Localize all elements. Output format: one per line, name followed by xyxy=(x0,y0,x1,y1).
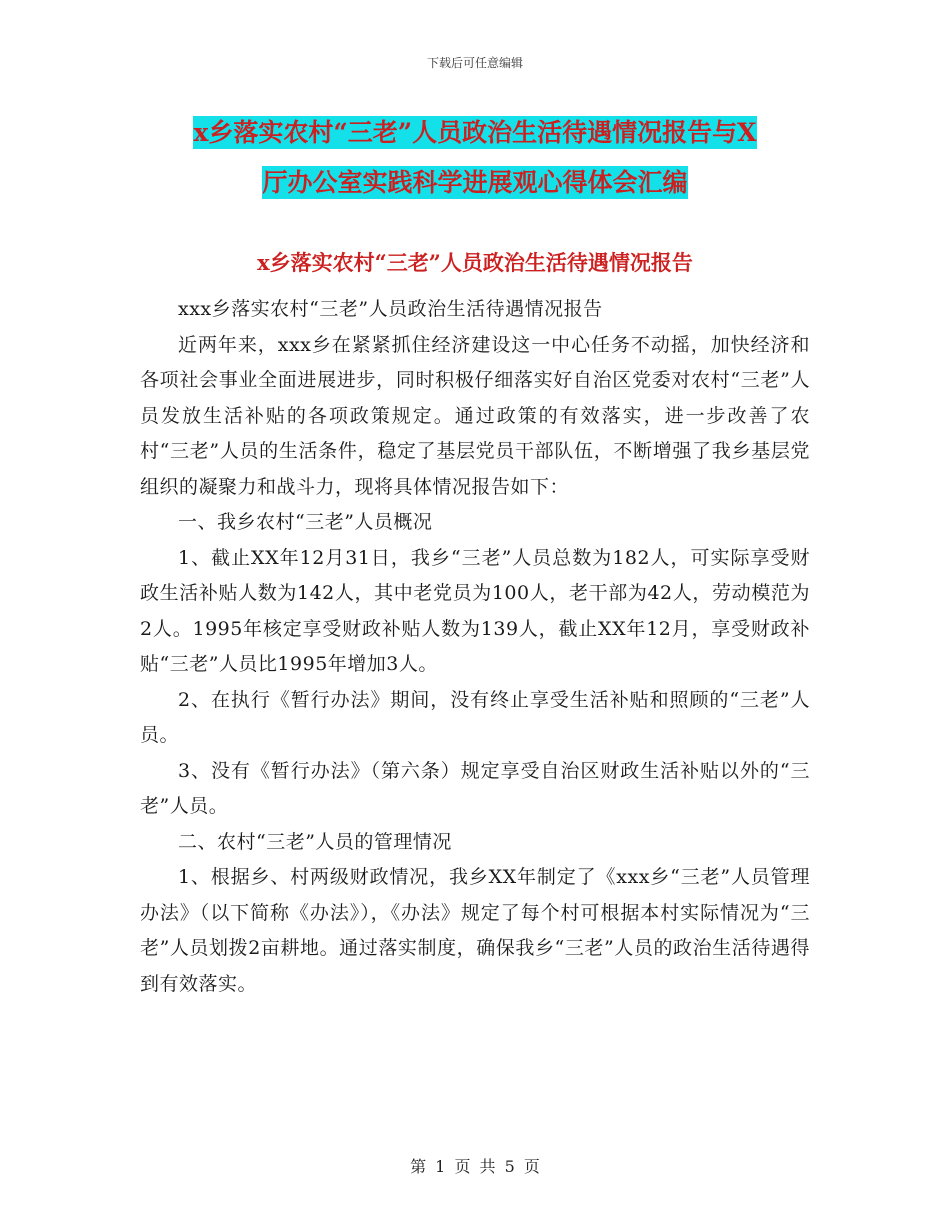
paragraph: 1、根据乡、村两级财政情况，我乡XX年制定了《xxx乡“三老”人员管理办法》（以下简称《办法》），《办法》规定了每个村可根据本村实际情况为“三老”人员划拨2亩耕地。通过落实制度，确保我乡“三老”人员的政治生活待遇得到有效落实。 xyxy=(140,866,810,995)
paragraph: 2、在执行《暂行办法》期间，没有终止享受生活补贴和照顾的“三老”人员。 xyxy=(140,688,810,746)
header-note: 下载后可任意编辑 xyxy=(426,56,523,70)
document-title-line-2: 厅办公室实践科学进展观心得体会汇编 xyxy=(262,168,688,197)
paragraph: 一、我乡农村“三老”人员概况 xyxy=(178,511,433,533)
paragraph: xxx乡落实农村“三老”人员政治生活待遇情况报告 xyxy=(178,298,603,320)
paragraph: 3、没有《暂行办法》（第六条）规定享受自治区财政生活补贴以外的“三老”人员。 xyxy=(140,759,810,817)
paragraph: 1、截止XX年12月31日，我乡“三老”人员总数为182人，可实际享受财政生活补贴人数为142人，其中老党员为100人，老干部为42人，劳动模范为2人。1995年核定享受财政补贴人数为139人，截止XX年12月，享受财政补贴“三老”人员比1995年增加3人。 xyxy=(140,546,810,675)
document-title-line-1: x乡落实农村“三老”人员政治生活待遇情况报告与X xyxy=(193,118,757,147)
page-number: 第 1 页 共 5 页 xyxy=(410,1157,540,1176)
paragraph: 二、农村“三老”人员的管理情况 xyxy=(178,830,452,853)
section-title: x乡落实农村“三老”人员政治生活待遇情况报告 xyxy=(257,250,693,275)
document-title xyxy=(140,108,810,208)
body-text xyxy=(140,292,810,1002)
paragraph: 近两年来，xxx乡在紧紧抓住经济建设这一中心任务不动摇，加快经济和各项社会事业全面进展进步，同时积极仔细落实好自治区党委对农村“三老”人员发放生活补贴的各项政策规定。通过政策的有效落实，进一步改善了农村“三老”人员的生活条件，稳定了基层党员干部队伍，不断增强了我乡基层党组织的凝聚力和战斗力，现将具体情况报告如下： xyxy=(140,333,810,498)
